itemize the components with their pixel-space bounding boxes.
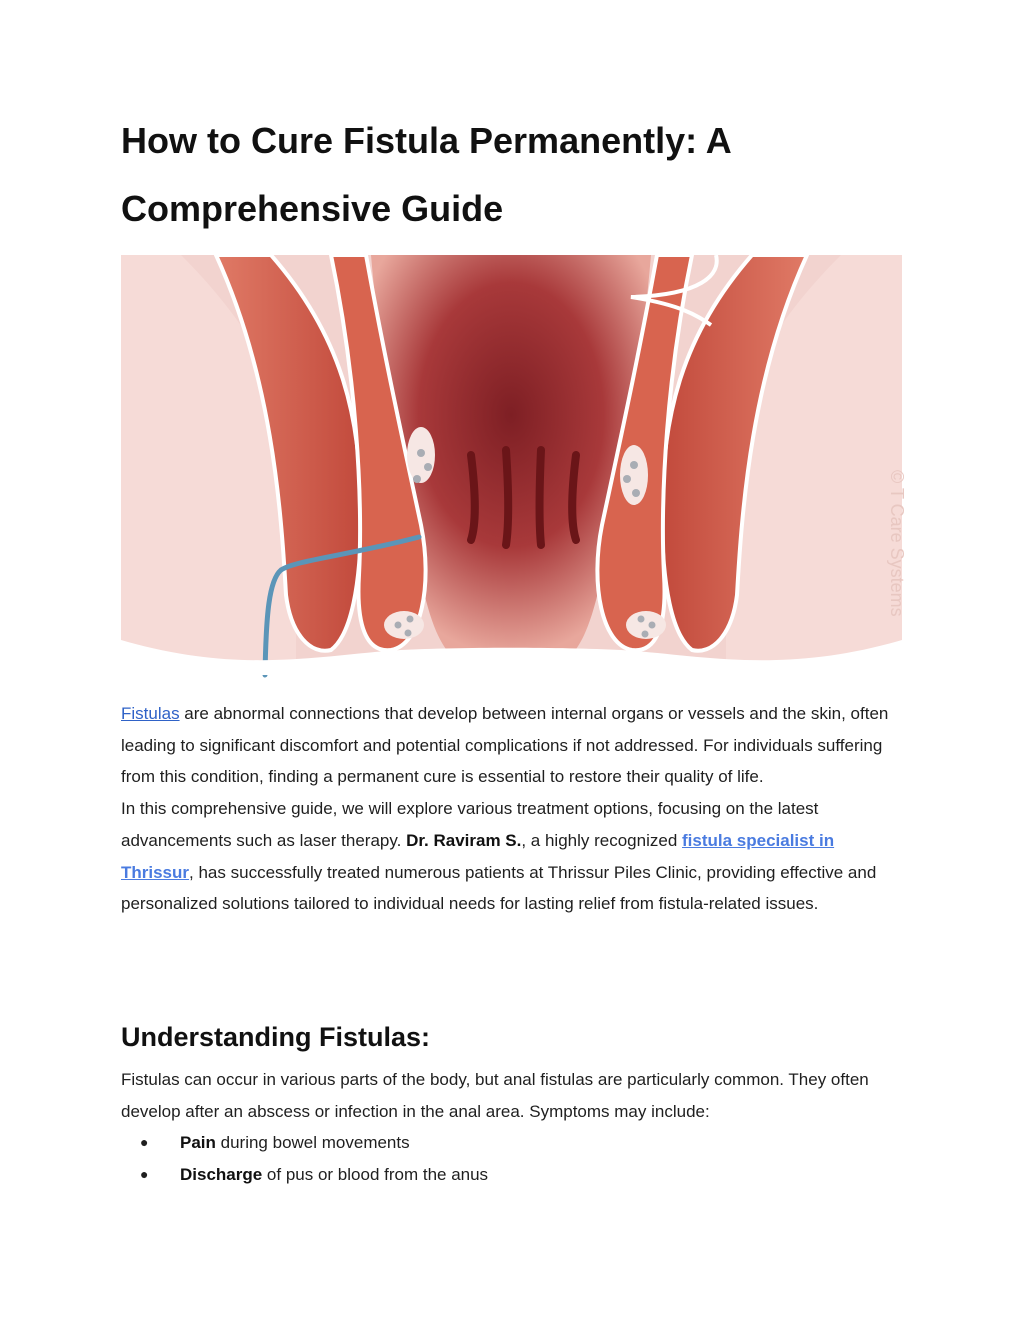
intro-p1-text: are abnormal connections that develop between internal organs or vessels and the skin, often leading to significant discomfort and potential complications if not addressed. For individuals suffering from this condition, finding a permanent cure is essential to restore their quality of life.	[121, 704, 889, 787]
fistula-illustration	[121, 255, 907, 675]
fistula-specialist-link[interactable]: fistula specialist in Thrissur	[121, 830, 835, 882]
symptom-bold: Pain	[180, 1133, 216, 1153]
image-watermark: © T Care Systems	[887, 470, 907, 617]
intro-paragraph-2	[121, 793, 911, 920]
intro-p2-text-c: , has successfully treated numerous patients at Thrissur Piles Clinic, providing effective and personalized solutions tailored to individual needs for lasting relief from fistula-related issues.	[121, 862, 877, 914]
list-item	[121, 1127, 911, 1159]
symptoms-list	[121, 1127, 911, 1190]
anatomy-diagram	[121, 255, 907, 675]
intro-p2-text-b: , a highly recognized	[521, 830, 682, 850]
intro-paragraph-1	[121, 698, 911, 793]
symptom-text: during bowel movements	[215, 1133, 410, 1153]
page-title: How to Cure Fistula Permanently: A Comprehensive Guide	[121, 120, 731, 229]
intro-text	[121, 698, 911, 920]
section-paragraph: Fistulas can occur in various parts of the body, but anal fistulas are particularly common. They often develop after an abscess or infection in the anal area. Symptoms may include:	[121, 1070, 869, 1121]
symptom-text: of pus or blood from the anus	[262, 1165, 489, 1185]
bullet-icon: ●	[140, 1134, 149, 1151]
list-item	[121, 1159, 911, 1191]
section-heading: Understanding Fistulas:	[121, 1022, 431, 1052]
symptom-bold: Discharge	[180, 1165, 263, 1185]
understanding-section	[121, 1064, 911, 1191]
intro-p2-text-a: In this comprehensive guide, we will explore various treatment options, focusing on the latest advancements such as laser therapy.	[121, 799, 819, 850]
doctor-name: Dr. Raviram S.	[406, 830, 522, 850]
fistulas-link[interactable]: Fistulas	[121, 704, 180, 723]
bullet-icon: ●	[140, 1166, 149, 1183]
